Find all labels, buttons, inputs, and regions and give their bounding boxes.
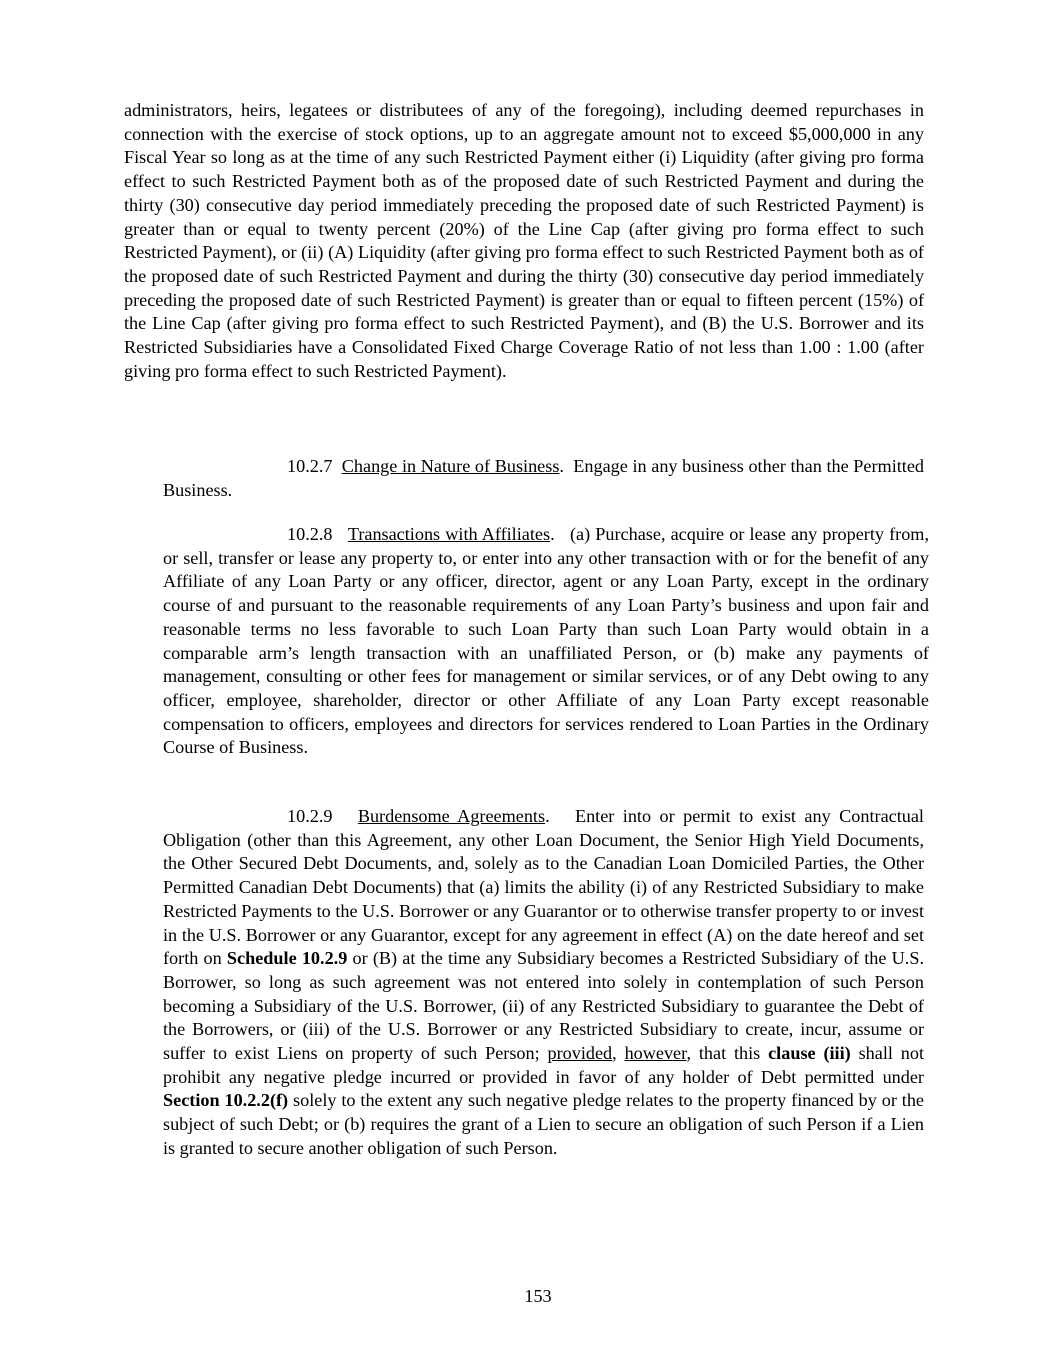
however-term: however (624, 1043, 687, 1064)
section-number: 10.2.8 (287, 524, 333, 544)
section-number: 10.2.9 (287, 806, 333, 826)
schedule-reference: Schedule 10.2.9 (226, 948, 348, 969)
provided-term: provided (547, 1043, 613, 1064)
section-heading: Change in Nature of Business (341, 456, 560, 476)
section-reference: Section 10.2.2(f) (163, 1090, 289, 1111)
section-text: Engage in any business other than the Permitted Business. (163, 456, 925, 500)
section-heading: Transactions with Affiliates (347, 524, 551, 544)
section-text-part-1: Enter into or permit to exist any Contractual Obligation (other than this Agreement, any other Loan Document, the Senior High Yield Documents, the Other Secured Debt Documents, and, solely as to the Canadian Loan Domiciled Parties, the Other Permitted Canadian Debt Documents) that (a) limits the ability (i) of any Restricted Subsidiary to make Restricted Payments to the U.S. Borrower or any Guarantor or to otherwise transfer property to or invest in the U.S. Borrower or any Guarantor, except for any agreement in effect (A) on the date hereof and set forth on (163, 806, 924, 969)
section-text-part-3: , that this (686, 1043, 761, 1064)
section-text-part-5: solely to the extent any such negative pledge relates to the property financed by or the subject of such Debt; or (b) requires the grant of a Lien to secure an obligation of such Person if a Lien is granted to secure another obligation of such Person. (163, 1090, 925, 1158)
page-number: 153 (524, 1286, 552, 1306)
intro-paragraph: administrators, heirs, legatees or distributees of any of the foregoing), including deemed repurchases in connection with the exercise of stock options, up to an aggregate amount not to exceed $5,000,000 in any Fiscal Year so long as at the time of any such Restricted Payment either (i) Liquidity (after giving pro forma effect to such Restricted Payment both as of the proposed date of such Restricted Payment and during the thirty (30) consecutive day period immediately preceding the proposed date of such Restricted Payment) is greater than or equal to twenty percent (20%) of the Line Cap (after giving pro forma effect to such Restricted Payment), or (ii) (A) Liquidity (after giving pro forma effect to such Restricted Payment both as of the proposed date of such Restricted Payment and during the thirty (30) consecutive day period immediately preceding the proposed date of such Restricted Payment) is greater than or equal to fifteen percent (15%) of the Line Cap (after giving pro forma effect to such Restricted Payment), and (B) the U.S. Borrower and its Restricted Subsidiaries have a Consolidated Fixed Charge Coverage Ratio of not less than 1.00 : 1.00 (after giving pro forma effect to such Restricted Payment). (124, 100, 924, 381)
section-text-part-4: shall not prohibit any negative pledge incurred or provided in favor of any holder of Debt permitted under (163, 1043, 925, 1087)
section-text-part-2: or (B) at the time any Subsidiary becomes a Restricted Subsidiary of the U.S. Borrower, so long as such agreement was not entered into solely in contemplation of such Person becoming a Subsidiary of the U.S. Borrower, (ii) of any Restricted Subsidiary to guarantee the Debt of the Borrowers, or (iii) of the U.S. Borrower or any Restricted Subsidiary to create, incur, assume or suffer to exist Liens on property of such Person; (163, 948, 924, 1064)
section-text: (a) Purchase, acquire or lease any property from, or sell, transfer or lease any property to, or enter into any other transaction with or for the benefit of any Affiliate of any Loan Party or any officer, director, agent or any Loan Party, except in the ordinary course of and pursuant to the reasonable requirements of any Loan Party’s business and upon fair and reasonable terms no less favorable to such Loan Party than such Loan Party would obtain in a comparable arm’s length transaction with an unaffiliated Person, or (b) make any payments of management, consulting or other fees for management or similar services, or of any Debt owing to any officer, employee, shareholder, director or other Affiliate of any Loan Party except reasonable compensation to officers, employees and directors for services rendered to Loan Parties in the Ordinary Course of Business. (163, 524, 930, 758)
section-10-2-7: 10.2.7 Change in Nature of Business. Engage in any business other than the Permitted Business. (163, 456, 925, 500)
section-heading: Burdensome Agreements (357, 806, 546, 826)
section-10-2-8: 10.2.8 Transactions with Affiliates. (a) Purchase, acquire or lease any property from, or sell, transfer or lease any property to, or enter into any other transaction with or for the benefit of any Affiliate of any Loan Party or any officer, director, agent or any Loan Party, except in the ordinary course of and pursuant to the reasonable requirements of any Loan Party’s business and upon fair and reasonable terms no less favorable to such Loan Party than such Loan Party would obtain in a comparable arm’s length transaction with an unaffiliated Person, or (b) make any payments of management, consulting or other fees for management or similar services, or of any Debt owing to any officer, employee, shareholder, director or other Affiliate of any Loan Party except reasonable compensation to officers, employees and directors for services rendered to Loan Parties in the Ordinary Course of Business. (163, 524, 930, 758)
section-number: 10.2.7 (287, 456, 333, 476)
clause-reference: clause (iii) (768, 1043, 851, 1064)
section-10-2-9: 10.2.9 Burdensome Agreements. Enter into or permit to exist any Contractual Obligation (other than this Agreement, any other Loan Document, the Senior High Yield Documents, the Other Secured Debt Documents, and, solely as to the Canadian Loan Domiciled Parties, the Other Permitted Canadian Debt Documents) that (a) limits the ability (i) of any Restricted Subsidiary to make Restricted Payments to the U.S. Borrower or any Guarantor or to otherwise transfer property to or invest in the U.S. Borrower or any Guarantor, except for any agreement in effect (A) on the date hereof and set forth on Schedule 10.2.9 or (B) at the time any Subsidiary becomes a Restricted Subsidiary of the U.S. Borrower, so long as such agreement was not entered into solely in contemplation of such Person becoming a Subsidiary of the U.S. Borrower, (ii) of any Restricted Subsidiary to guarantee the Debt of the Borrowers, or (iii) of the U.S. Borrower or any Restricted Subsidiary to create, incur, assume or suffer to exist Liens on property of such Person; provided, however, that this clause (iii) shall not prohibit any negative pledge incurred or provided in favor of any holder of Debt permitted under Section 10.2.2(f) solely to the extent any such negative pledge relates to the property financed by or the subject of such Debt; or (b) requires the grant of a Lien to secure an obligation of such Person if a Lien is granted to secure another obligation of such Person. (163, 806, 925, 1158)
